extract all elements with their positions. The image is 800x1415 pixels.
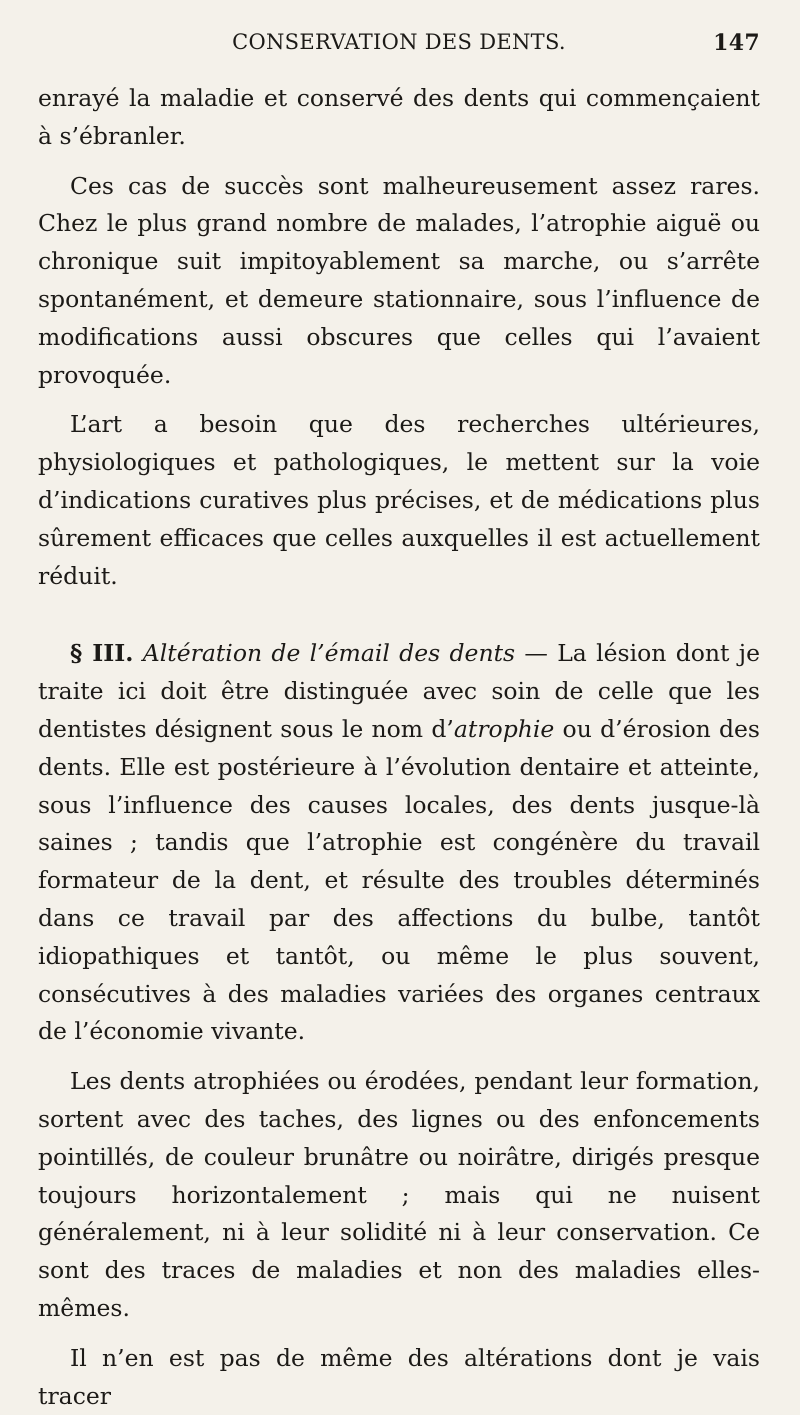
section-text-a: — La lésion dont je traite ici doit être distinguée avec soin de celle que les dentistes désignent sous le nom d’ xyxy=(38,639,760,743)
section-number: § III. xyxy=(70,639,134,668)
page-number: 147 xyxy=(713,30,760,56)
paragraph-5: Les dents atrophiées ou érodées, pendant leur formation, sortent avec des taches, des lignes ou des enfoncements pointillés, de couleur brunâtre ou noirâtre, dirigés presque toujours horizontalement ; mais qui ne nuisent généralement, ni à leur solidité ni à leur conservation. Ce sont des traces de maladies et non des maladies elles-mêmes. xyxy=(38,1067,760,1322)
section-paragraph xyxy=(38,635,760,1051)
paragraph-1: enrayé la maladie et conservé des dents qui commençaient à s’ébranler. xyxy=(38,84,760,150)
section-text-b: ou d’érosion des dents. Elle est postérieure à l’évolution dentaire et atteinte, sous l’influence des causes locales, des dents jusque-là saines ; tandis que l’atrophie est congénère du travail formateur de la dent, et résulte des troubles déterminés dans ce travail par des affections du bulbe, tantôt idiopathiques et tantôt, ou même le plus souvent, consécutives à des maladies variées des organes centraux de l’économie vivante. xyxy=(38,714,760,1046)
page-body xyxy=(38,80,760,1415)
paragraph-6: Il n’en est pas de même des altérations dont je vais tracer xyxy=(38,1343,760,1410)
paragraph-2: Ces cas de succès sont malheureusement assez rares. Chez le plus grand nombre de malades, l’atrophie aiguë ou chronique suit impitoyablement sa marche, ou s’arrête spontanément, et demeure stationnaire, sous l’influence de modifications aussi obscures que celles qui l’avaient provoquée. xyxy=(38,171,760,389)
paragraph-3: L’art a besoin que des recherches ultérieures, physiologiques et pathologiques, le mettent sur la voie d’indications curatives plus précises, et de médications plus sûrement efficaces que celles auxquelles il est actuellement réduit. xyxy=(38,410,760,590)
running-title: CONSERVATION DES DENTS. xyxy=(232,30,566,54)
section-heading: Altération de l’émail des dents xyxy=(142,639,516,668)
running-header xyxy=(38,30,760,64)
term-atrophie: atrophie xyxy=(453,714,555,743)
book-page xyxy=(38,30,760,1415)
